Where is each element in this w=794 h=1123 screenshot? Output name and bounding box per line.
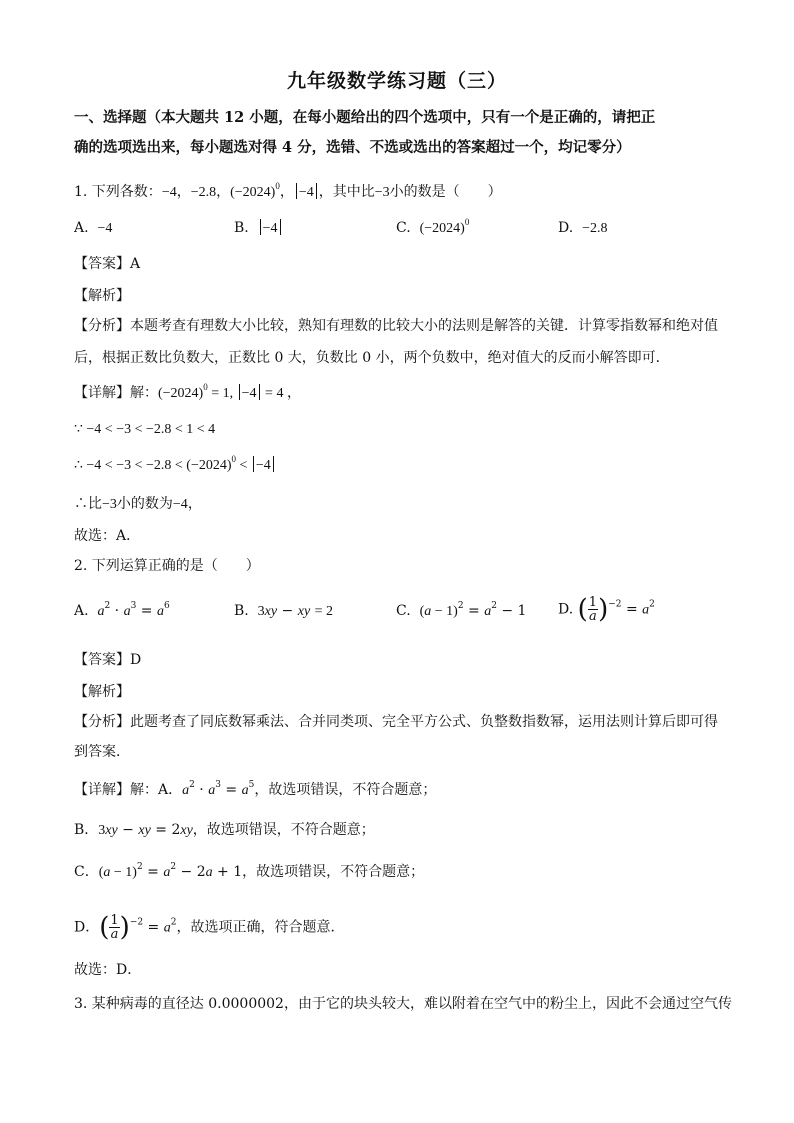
question-2: 2. 下列运算正确的是（ ） — [74, 558, 260, 574]
q1-detail-line-2: ∵ −4 < −3 < −2.8 < 1 < 4 — [74, 422, 216, 437]
q1-analysis-label: 【解析】 — [74, 288, 130, 304]
q2-fenxi-line-1: 【分析】此题考查了同底数幂乘法、合并同类项、完全平方公式、负整数指数幂，运用法则计算后即可得 — [74, 714, 718, 730]
q2-option-c: C. $(a - 1)^2 = a^2 - 1$ — [396, 601, 527, 619]
q2-detail-d: D．( $\frac{1}{a}$ )$^{-2} = a^2$，故选项正确，符合题意． — [74, 912, 345, 943]
section-heading-line-1: 一、选择题（本大题共 12 小题，在每小题给出的四个选项中，只有一个是正确的，请把正 — [74, 109, 656, 126]
section-heading-line-2: 确的选项选出来，每小题选对得 4 分，选错、不选或选出的答案超过一个，均记零分） — [74, 139, 631, 156]
page-title: 九年级数学练习题（三） — [286, 70, 507, 92]
question-3: 3. 某种病毒的直径达 0.0000002，由于它的块头较大，难以附着在空气中的粉尘上，因此不会通过空气传 — [74, 996, 732, 1012]
q1-detail-line-4: ∴比−3小的数为−4， — [74, 496, 202, 512]
q2-detail-a: 【详解】解：A．$a^2 \cdot a^3 = a^5$，故选项错误，不符合题意； — [74, 780, 437, 798]
q2-choose: 故选：D． — [74, 962, 142, 978]
q1-option-b: B. −4 — [234, 218, 283, 239]
q1-fenxi-line-1: 【分析】本题考查有理数大小比较，熟知有理数的比较大小的法则是解答的关键．计算零指数幂和绝对值 — [74, 318, 718, 334]
q1-option-c: C. $(-2024)^0$ — [396, 217, 470, 236]
q2-option-b: B. 3xy − xy = 2 — [234, 603, 334, 619]
q2-analysis-label: 【解析】 — [74, 684, 130, 700]
q1-option-a: A. −4 — [74, 220, 113, 236]
q1-detail-line-1: 【详解】解：$(-2024)^0 = 1$, −4 = 4 ， — [74, 382, 301, 401]
q1-detail-line-3: ∴ $-4 < -3 < -2.8 < (-2024)^0 < -4$ — [74, 456, 276, 476]
q1-choose: 故选：A． — [74, 528, 141, 544]
q2-detail-b: B．3xy − xy = 2xy，故选项错误，不符合题意； — [74, 822, 375, 838]
q2-detail-c: C．$(a - 1)^2 = a^2 - 2a + 1$，故选项错误，不符合题意； — [74, 862, 425, 880]
q2-option-d: D. ( $\frac{1}{a}$ )$^{-2} = a^2$ — [558, 594, 655, 625]
q2-fenxi-line-2: 到答案． — [74, 744, 130, 760]
q2-option-a: A. $a^2 \cdot a^3 = a^6$ — [74, 601, 170, 619]
q1-fenxi-line-2: 后，根据正数比负数大，正数比 0 大，负数比 0 小，两个负数中，绝对值大的反而小解答即可． — [74, 350, 670, 366]
q1-option-d: D. −2.8 — [558, 220, 608, 236]
q2-answer: 【答案】D — [74, 652, 142, 668]
question-1: 1. 下列各数：−4，−2.8，$(-2024)^0$， −4 ，其中比−3小的数是（ ） — [74, 181, 502, 200]
q1-answer: 【答案】A — [74, 256, 141, 272]
